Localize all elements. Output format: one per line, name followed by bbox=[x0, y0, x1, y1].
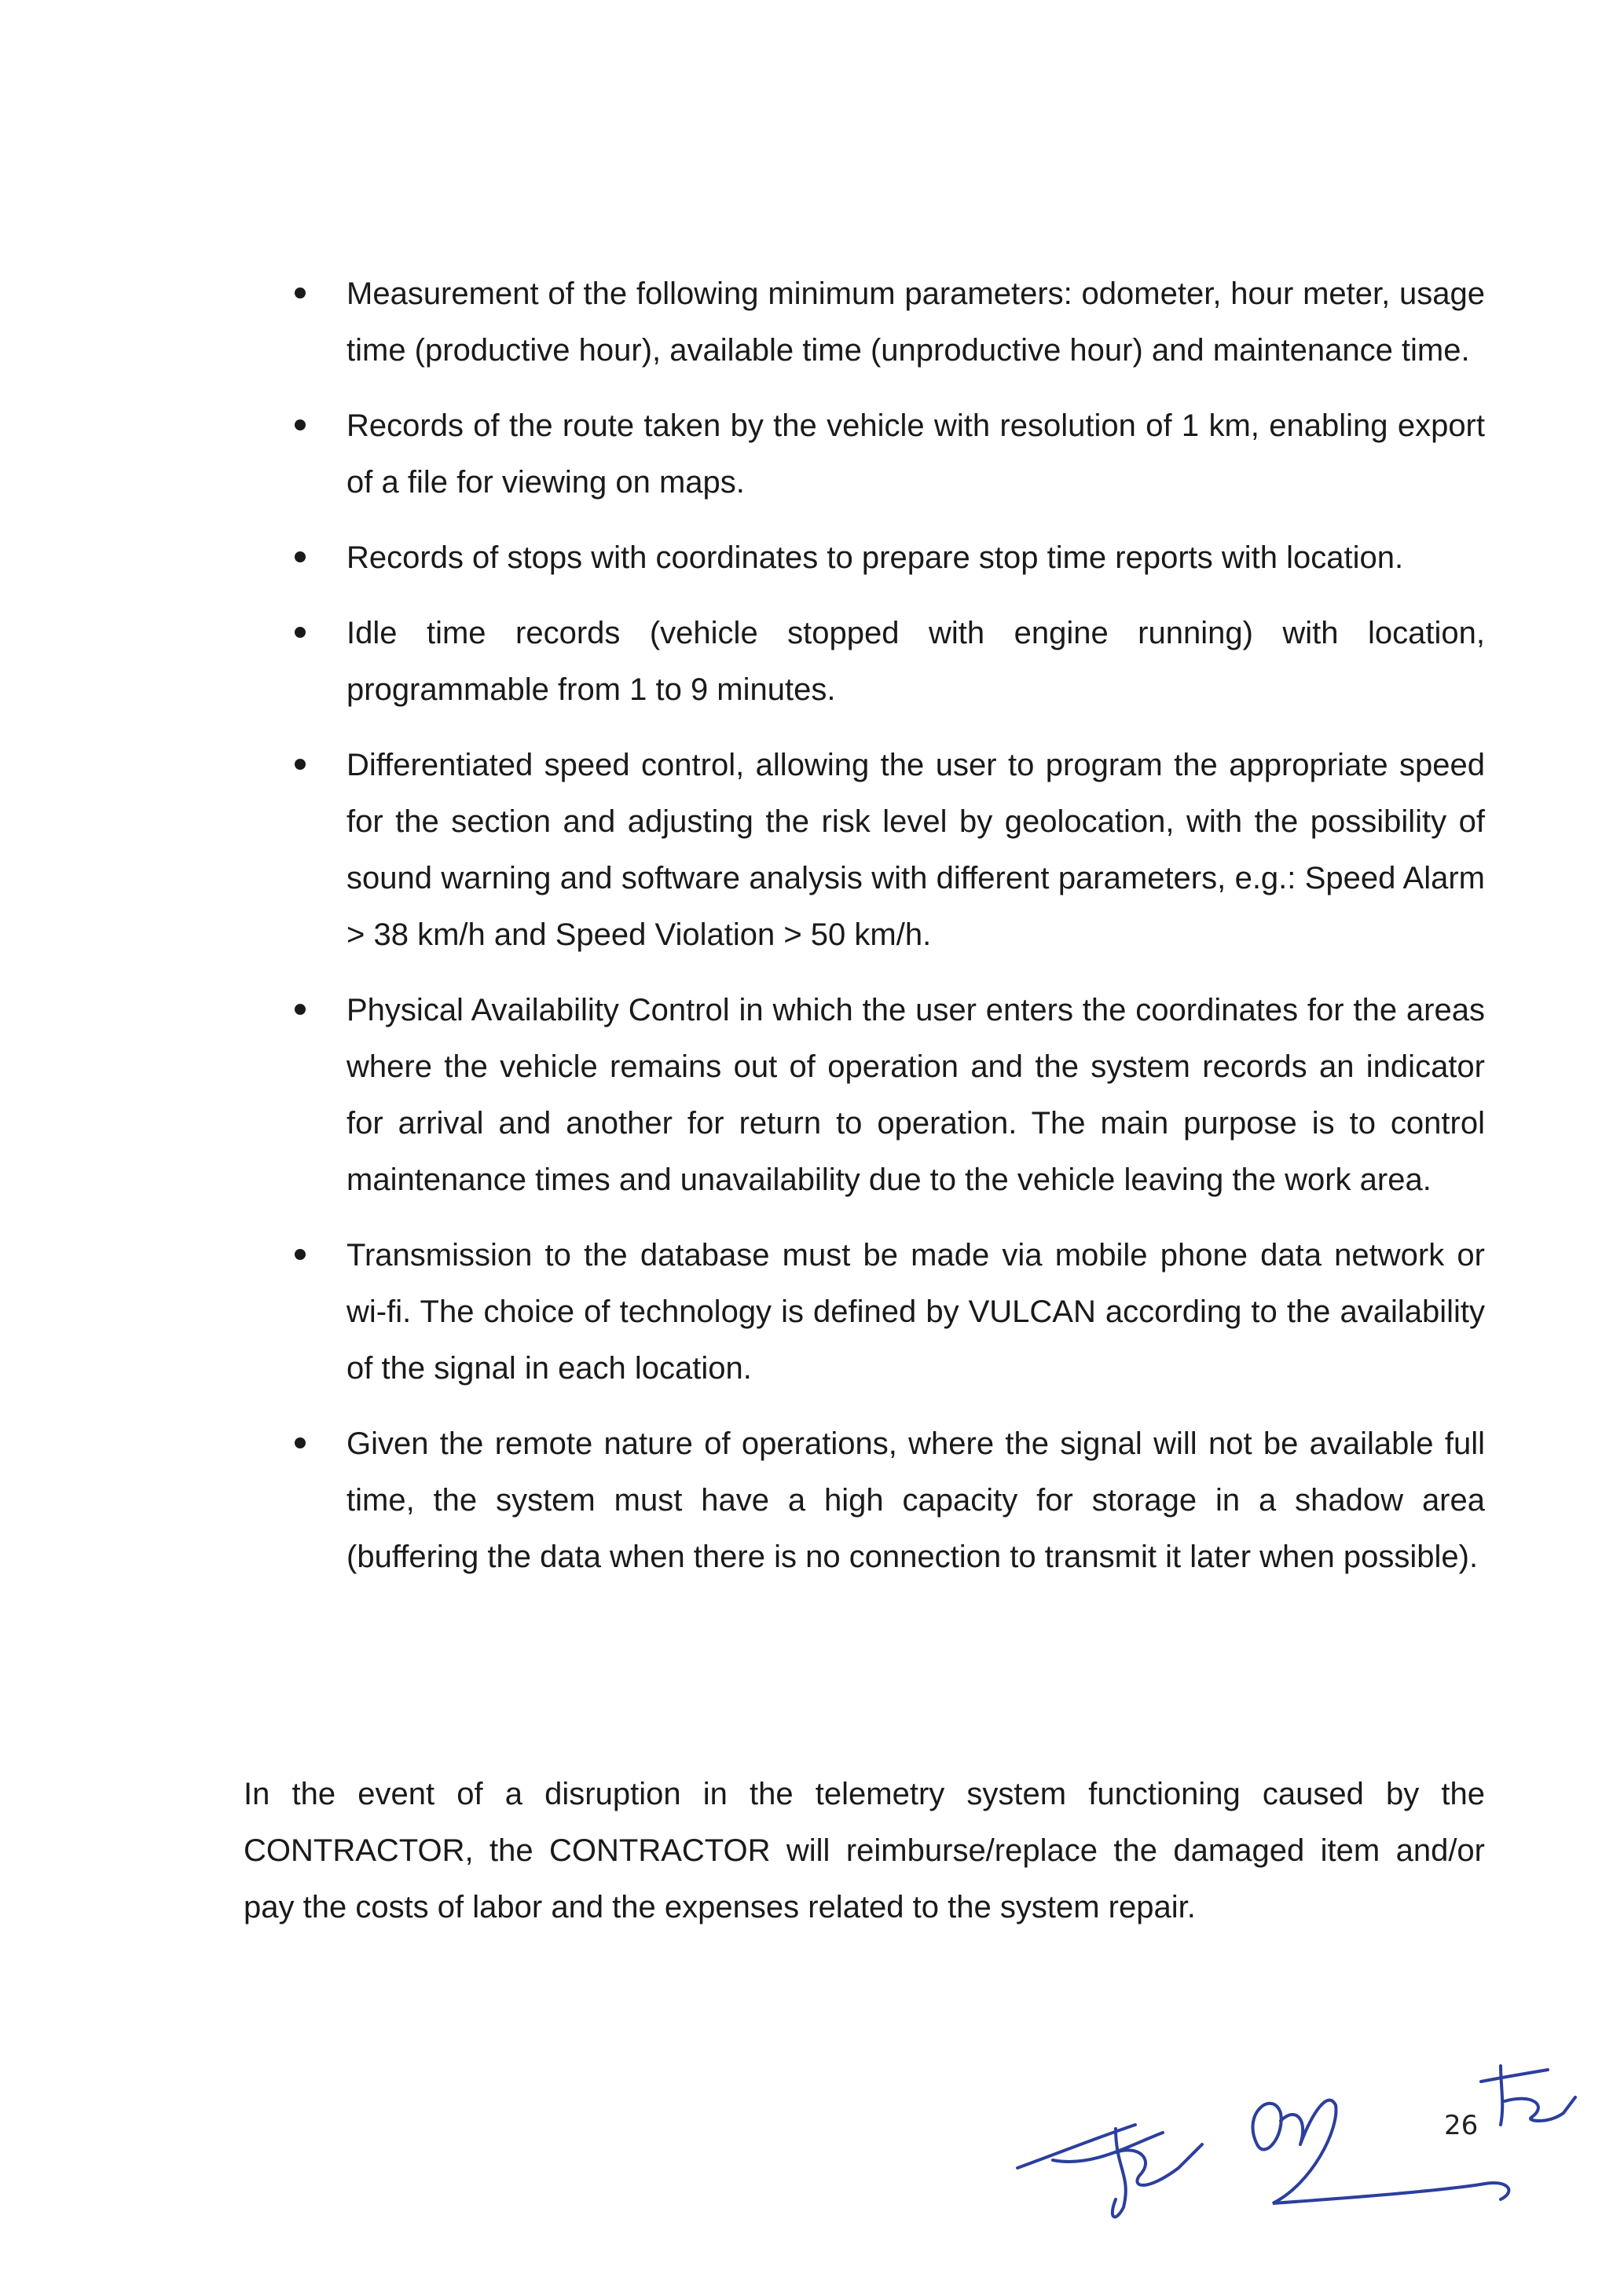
list-item bbox=[295, 605, 1485, 718]
list-item-text: Records of the route taken by the vehicle with resolution of 1 km, enabling export of a file for viewing on maps. bbox=[346, 408, 1485, 500]
list-item bbox=[295, 982, 1485, 1208]
bullet-icon bbox=[295, 287, 306, 298]
closing-paragraph: In the event of a disruption in the telemetry system functioning caused by the CONTRACTOR, the CONTRACTOR will reimburse/replace the damaged item and/or pay the costs of labor and the expenses related to the system repair. bbox=[244, 1777, 1485, 1924]
list-item-text: Transmission to the database must be made via mobile phone data network or wi-fi. The choice of technology is defined by VULCAN according to the availability of the signal in each location. bbox=[346, 1238, 1485, 1386]
signature-initials bbox=[998, 2050, 1595, 2254]
bullet-icon bbox=[295, 1437, 306, 1448]
list-item bbox=[295, 1227, 1485, 1397]
bullet-icon bbox=[295, 627, 306, 638]
list-item-text: Physical Availability Control in which the user enters the coordinates for the areas where the vehicle remains out of operation and the system records an indicator for arrival and another for return to operation. The main purpose is to control maintenance times and unavailability due to the vehicle leaving the work area. bbox=[346, 993, 1485, 1197]
list-item bbox=[295, 265, 1485, 379]
list-item bbox=[295, 529, 1485, 586]
bullet-icon bbox=[295, 419, 306, 430]
list-item bbox=[295, 1415, 1485, 1585]
bullet-icon bbox=[295, 1004, 306, 1015]
requirements-list bbox=[295, 265, 1485, 1604]
list-item-text: Idle time records (vehicle stopped with engine running) with location, programmable from 1 to 9 minutes. bbox=[346, 616, 1485, 707]
initials-signature-right bbox=[1481, 2066, 1575, 2125]
bullet-icon bbox=[295, 551, 306, 562]
initials-signature-left bbox=[1017, 2125, 1202, 2217]
list-item bbox=[295, 737, 1485, 963]
list-item bbox=[295, 397, 1485, 511]
list-item-text: Given the remote nature of operations, where the signal will not be available full time, the system must have a high capacity for storage in a shadow area (buffering the data when there is no connection to transmit it later when possible). bbox=[346, 1426, 1485, 1574]
list-item-text: Differentiated speed control, allowing the user to program the appropriate speed for the section and adjusting the risk level by geolocation, with the possibility of sound warning and software analysis with different parameters, e.g.: Speed Alarm > 38 km/h and Speed Violation > 50 km/h. bbox=[346, 748, 1485, 952]
list-item-text: Measurement of the following minimum parameters: odometer, hour meter, usage time (productive hour), available time (unproductive hour) and maintenance time. bbox=[346, 276, 1485, 368]
page-number: 26 bbox=[1444, 2110, 1479, 2141]
list-item-text: Records of stops with coordinates to prepare stop time reports with location. bbox=[346, 540, 1404, 575]
bullet-icon bbox=[295, 1249, 306, 1260]
bullet-icon bbox=[295, 759, 306, 770]
